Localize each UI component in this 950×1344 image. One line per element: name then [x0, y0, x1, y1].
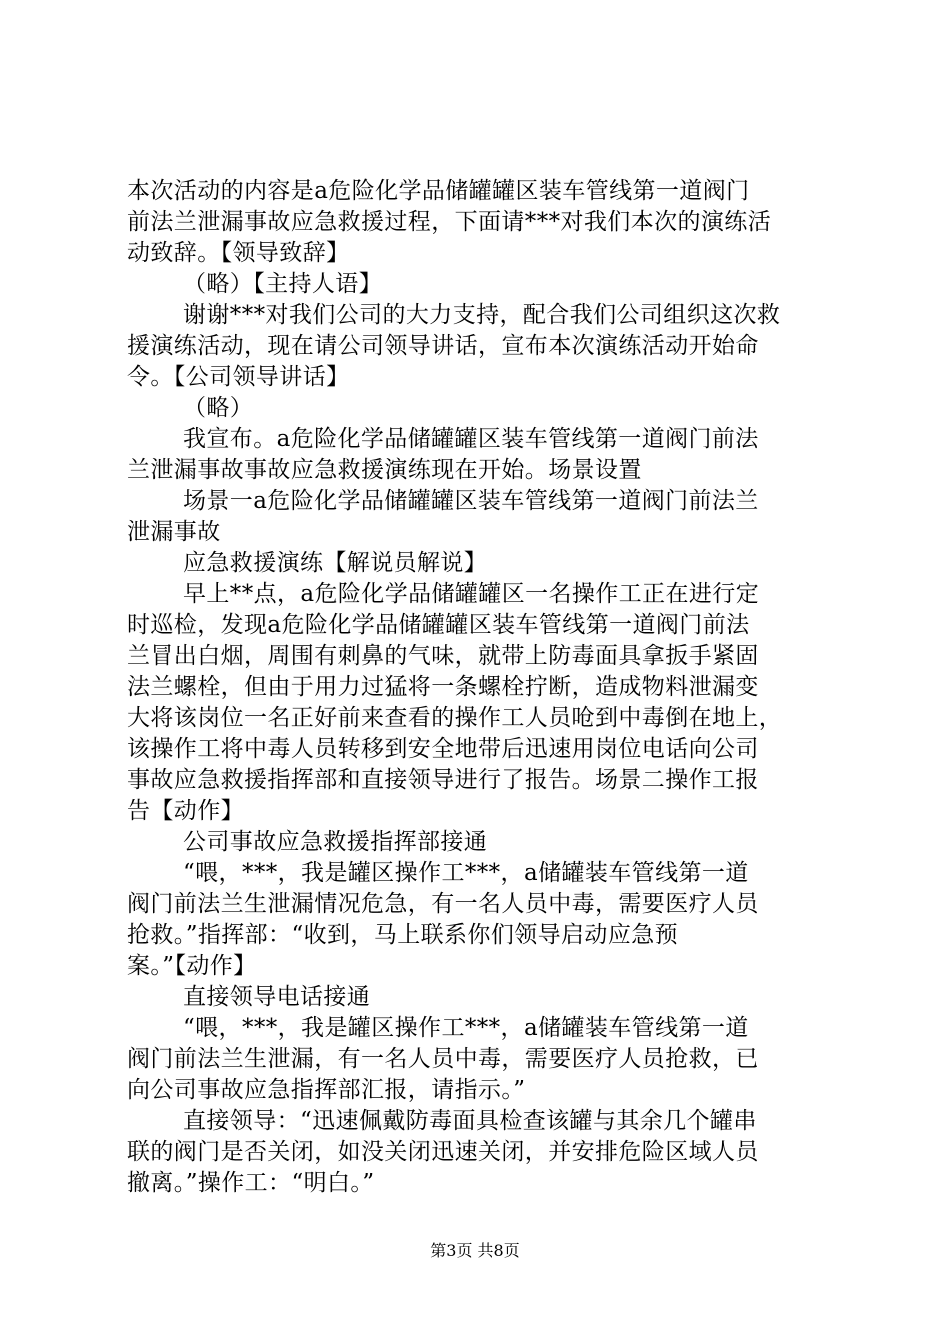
text-line: 法兰螺栓，但由于用力过猛将一条螺栓拧断，造成物料泄漏变 — [127, 674, 759, 700]
text-line: 谢谢***对我们公司的大力支持，配合我们公司组织这次救 — [183, 302, 781, 328]
text-line: （略） — [183, 395, 254, 421]
text-line: 动致辞。【领导致辞】 — [127, 240, 350, 266]
text-line: 联的阀门是否关闭，如没关闭迅速关闭，并安排危险区域人员 — [127, 1139, 759, 1165]
text-line: 兰泄漏事故事故应急救援演练现在开始。场景设置 — [127, 457, 642, 483]
text-line: 撤离。”操作工：“明白。” — [127, 1170, 375, 1196]
text-line: 援演练活动，现在请公司领导讲话，宣布本次演练活动开始命 — [127, 333, 759, 359]
page-footer: 第3页 共8页 — [430, 1241, 520, 1260]
text-line: 我宣布。a危险化学品储罐罐区装车管线第一道阀门前法 — [183, 426, 759, 452]
text-line: 阀门前法兰生泄漏，有一名人员中毒，需要医疗人员抢救，已 — [127, 1046, 759, 1072]
text-line: 该操作工将中毒人员转移到安全地带后迅速用岗位电话向公司 — [127, 736, 759, 762]
text-line: （略）【主持人语】 — [183, 271, 383, 297]
text-line: 场景一a危险化学品储罐罐区装车管线第一道阀门前法兰 — [183, 488, 759, 514]
document-body — [127, 176, 833, 1199]
text-line: 告【动作】 — [127, 798, 244, 824]
text-line: 泄漏事故 — [127, 519, 221, 545]
text-line: “喂，***，我是罐区操作工***，a储罐装车管线第一道 — [183, 860, 749, 886]
text-line: 事故应急救援指挥部和直接领导进行了报告。场景二操作工报 — [127, 767, 759, 793]
text-line: 应急救援演练【解说员解说】 — [183, 550, 488, 576]
text-line: 案。”【动作】 — [127, 953, 257, 979]
text-line: 早上**点，a危险化学品储罐罐区一名操作工正在进行定 — [183, 581, 760, 607]
text-line: 时巡检，发现a危险化学品储罐罐区装车管线第一道阀门前法 — [127, 612, 750, 638]
text-line: 抢救。”指挥部：“收到，马上联系你们领导启动应急预 — [127, 922, 679, 948]
text-line: 直接领导：“迅速佩戴防毒面具检查该罐与其余几个罐串 — [183, 1108, 757, 1134]
text-line: 令。【公司领导讲话】 — [127, 364, 350, 390]
text-line: 前法兰泄漏事故应急救援过程，下面请***对我们本次的演练活 — [127, 209, 772, 235]
text-line: 公司事故应急救援指挥部接通 — [183, 829, 488, 855]
text-line: 兰冒出白烟，周围有刺鼻的气味，就带上防毒面具拿扳手紧固 — [127, 643, 759, 669]
text-line: 直接领导电话接通 — [183, 984, 371, 1010]
text-line: 阀门前法兰生泄漏情况危急，有一名人员中毒，需要医疗人员 — [127, 891, 759, 917]
text-line: 本次活动的内容是a危险化学品储罐罐区装车管线第一道阀门 — [127, 178, 750, 204]
text-line: 大将该岗位一名正好前来查看的操作工人员呛到中毒倒在地上， — [127, 705, 783, 731]
text-line: 向公司事故应急指挥部汇报，请指示。” — [127, 1077, 526, 1103]
text-line: “喂，***，我是罐区操作工***，a储罐装车管线第一道 — [183, 1015, 749, 1041]
